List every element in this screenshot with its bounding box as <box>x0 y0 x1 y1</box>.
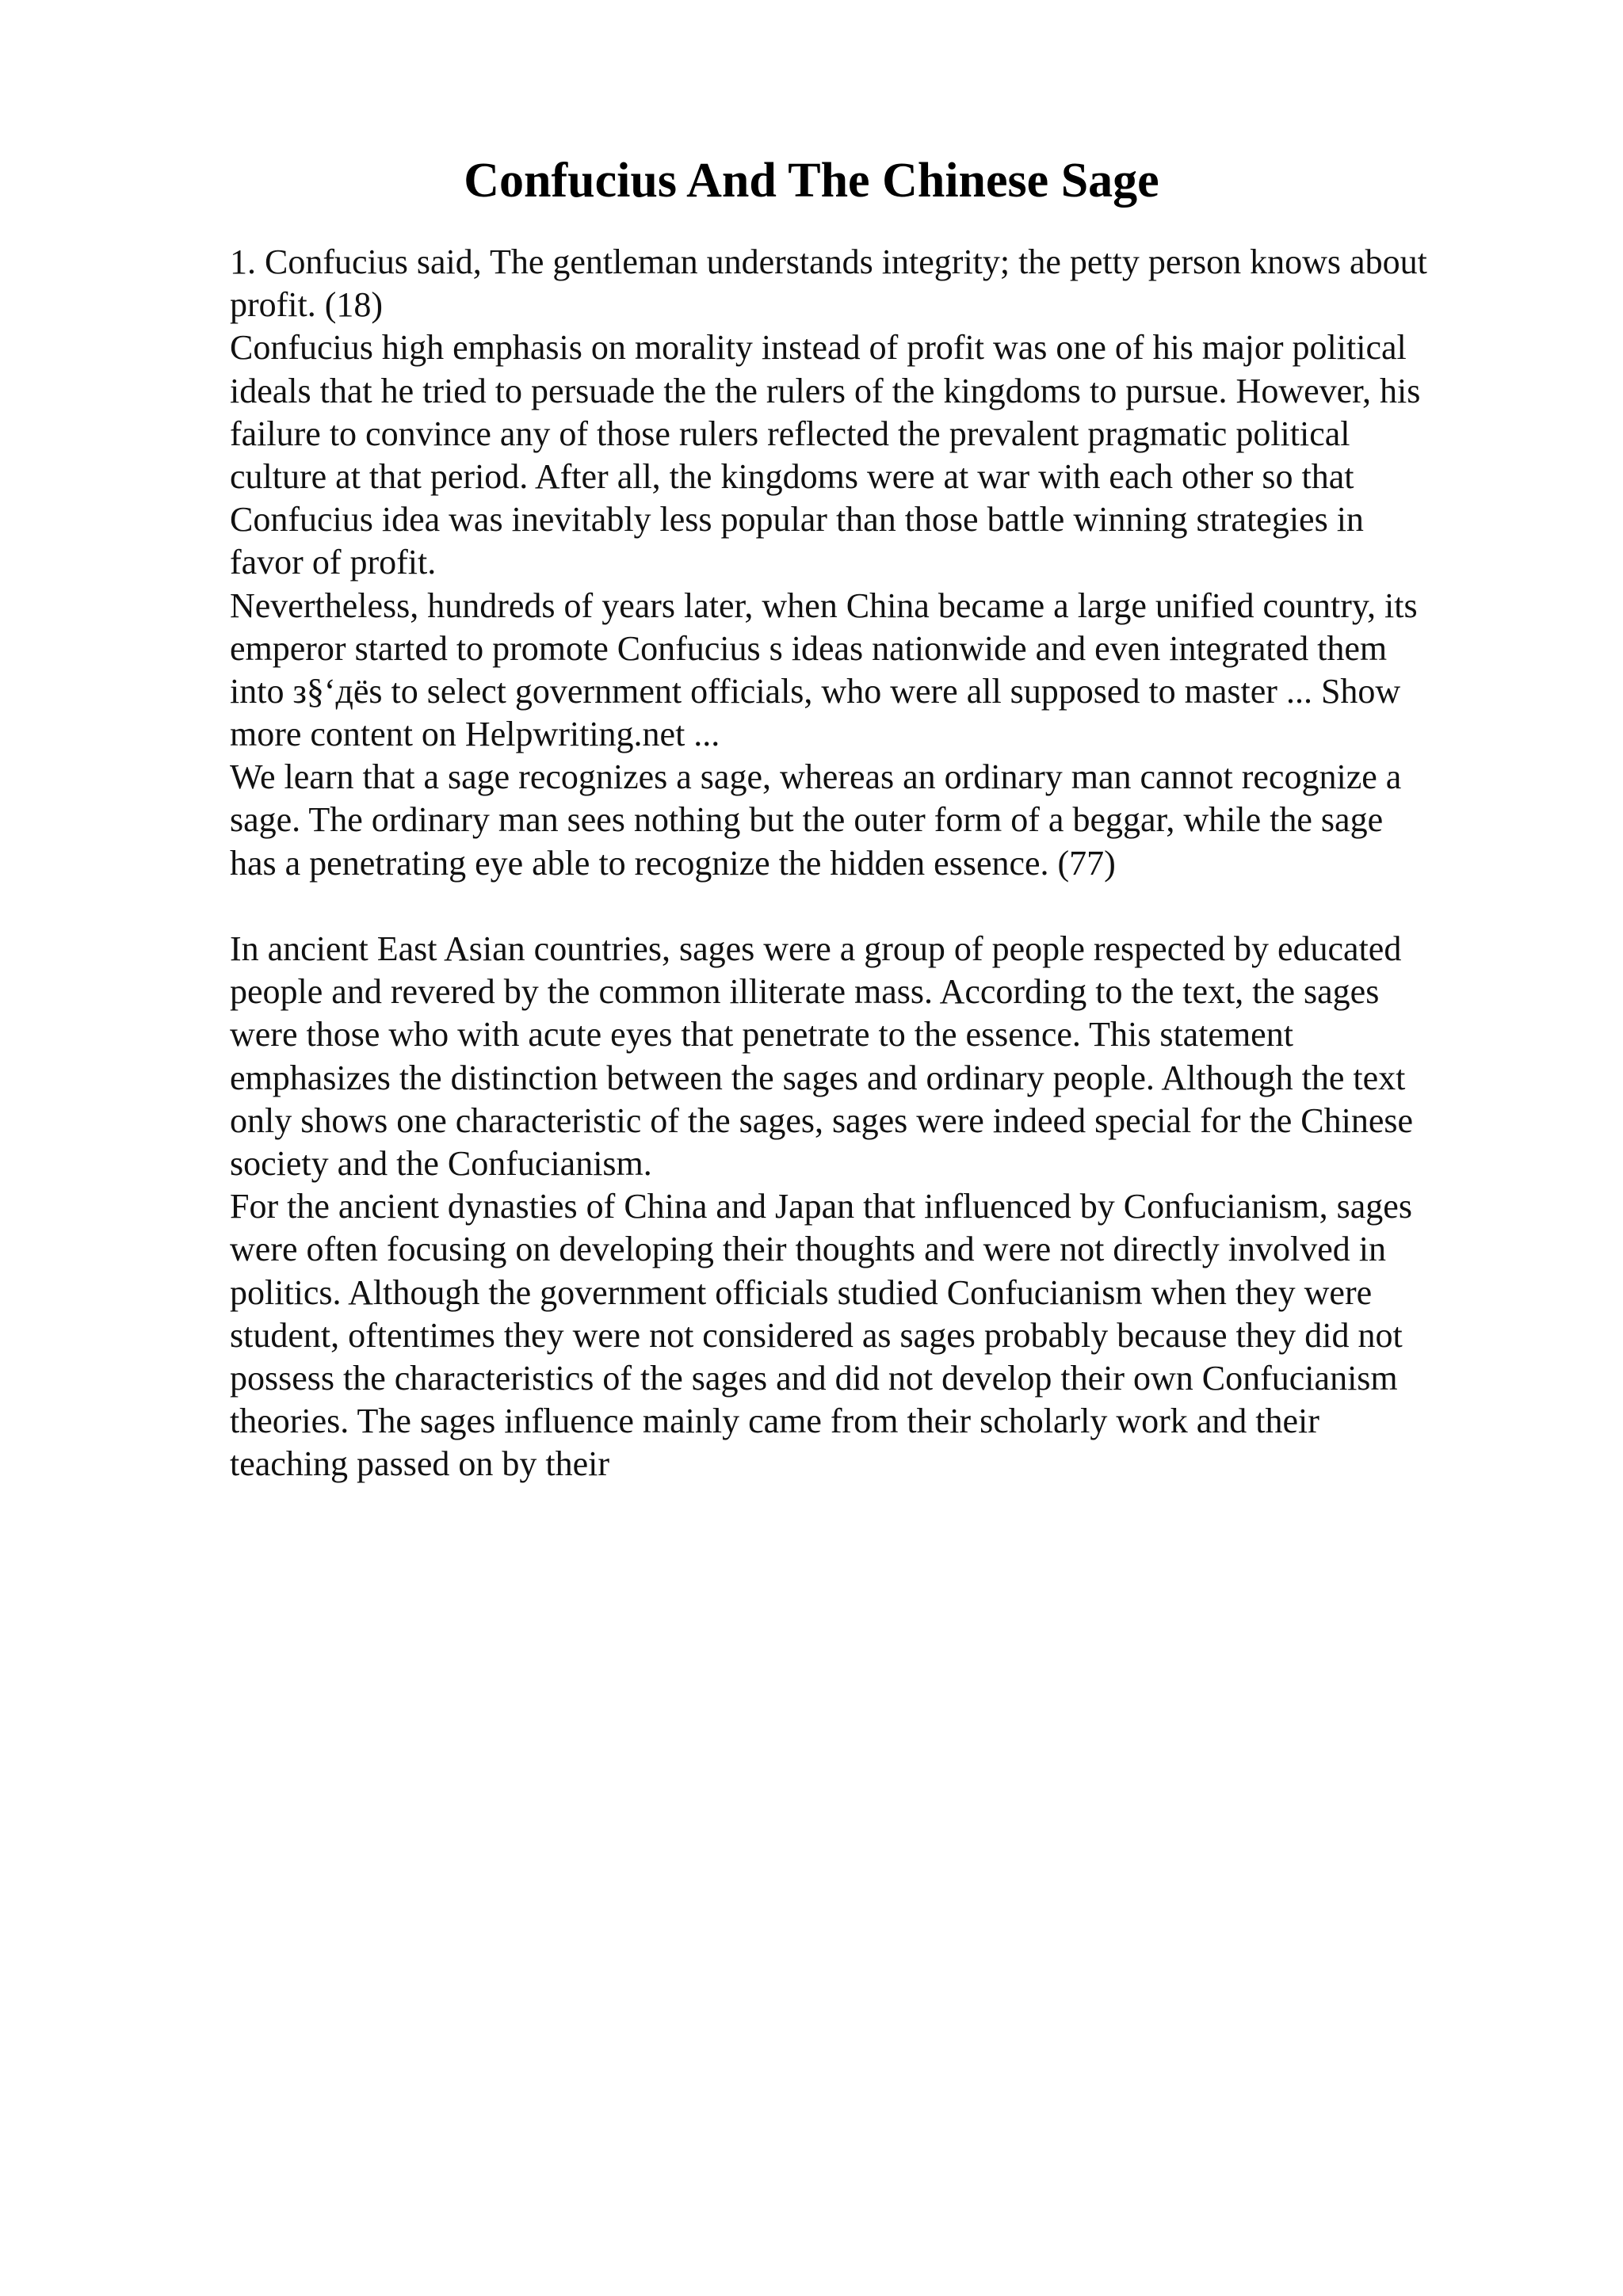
text-line: profit. (18) <box>230 285 384 325</box>
text-line: For the ancient dynasties of China and Japan that influenced by Confucianism, sages <box>230 1187 1412 1226</box>
text-line: culture at that period. After all, the kingdoms were at war with each other so that <box>230 456 1354 496</box>
text-line: Confucius idea was inevitably less popular than those battle winning strategies in <box>230 500 1364 540</box>
text-line: We learn that a sage recognizes a sage, whereas an ordinary man cannot recognize a <box>230 757 1402 797</box>
text-line: has a penetrating eye able to recognize the hidden essence. (77) <box>230 843 1116 883</box>
text-line: ideals that he tried to persuade the the rulers of the kingdoms to pursue. However, his <box>230 371 1421 410</box>
text-line: only shows one characteristic of the sages, sages were indeed special for the Chinese <box>230 1100 1414 1140</box>
text-line: society and the Confucianism. <box>230 1143 652 1183</box>
text-line: sage. The ordinary man sees nothing but the outer form of a beggar, while the sage <box>230 800 1384 840</box>
document-body <box>230 241 1514 1486</box>
document-title: Confucius And The Chinese Sage <box>464 154 1159 208</box>
text-line: people and revered by the common illiterate mass. According to the text, the sages <box>230 972 1380 1012</box>
text-line: possess the characteristics of the sages and did not develop their own Confucianism <box>230 1358 1398 1398</box>
text-line: were those who with acute eyes that penetrate to the essence. This statement <box>230 1015 1293 1055</box>
text-line: emphasizes the distinction between the sages and ordinary people. Although the text <box>230 1058 1406 1097</box>
text-line: were often focusing on developing their thoughts and were not directly involved in <box>230 1230 1386 1269</box>
text-line: favor of profit. <box>230 543 437 582</box>
text-line: Nevertheless, hundreds of years later, when China became a large unified country, its <box>230 585 1418 625</box>
text-line: more content on Helpwriting.net ... <box>230 715 720 754</box>
text-line: politics. Although the government officials studied Confucianism when they were <box>230 1272 1373 1312</box>
text-line: 1. Confucius said, The gentleman understands integrity; the petty person knows about <box>230 242 1427 281</box>
text-line: In ancient East Asian countries, sages were a group of people respected by educated <box>230 929 1402 968</box>
text-line: emperor started to promote Confucius s ideas nationwide and even integrated them <box>230 628 1388 668</box>
text-line: theories. The sages influence mainly came from their scholarly work and their <box>230 1402 1319 1441</box>
text-line: failure to convince any of those rulers reflected the prevalent pragmatic political <box>230 414 1350 453</box>
text-line: into з§‘дёѕ to select government officials, who were all supposed to master ... Show <box>230 671 1401 711</box>
text-line: teaching passed on by their <box>230 1444 609 1484</box>
text-line: Confucius high emphasis on morality instead of profit was one of his major political <box>230 328 1407 368</box>
text-line: student, oftentimes they were not considered as sages probably because they did not <box>230 1315 1403 1355</box>
blank-line <box>230 885 1514 928</box>
